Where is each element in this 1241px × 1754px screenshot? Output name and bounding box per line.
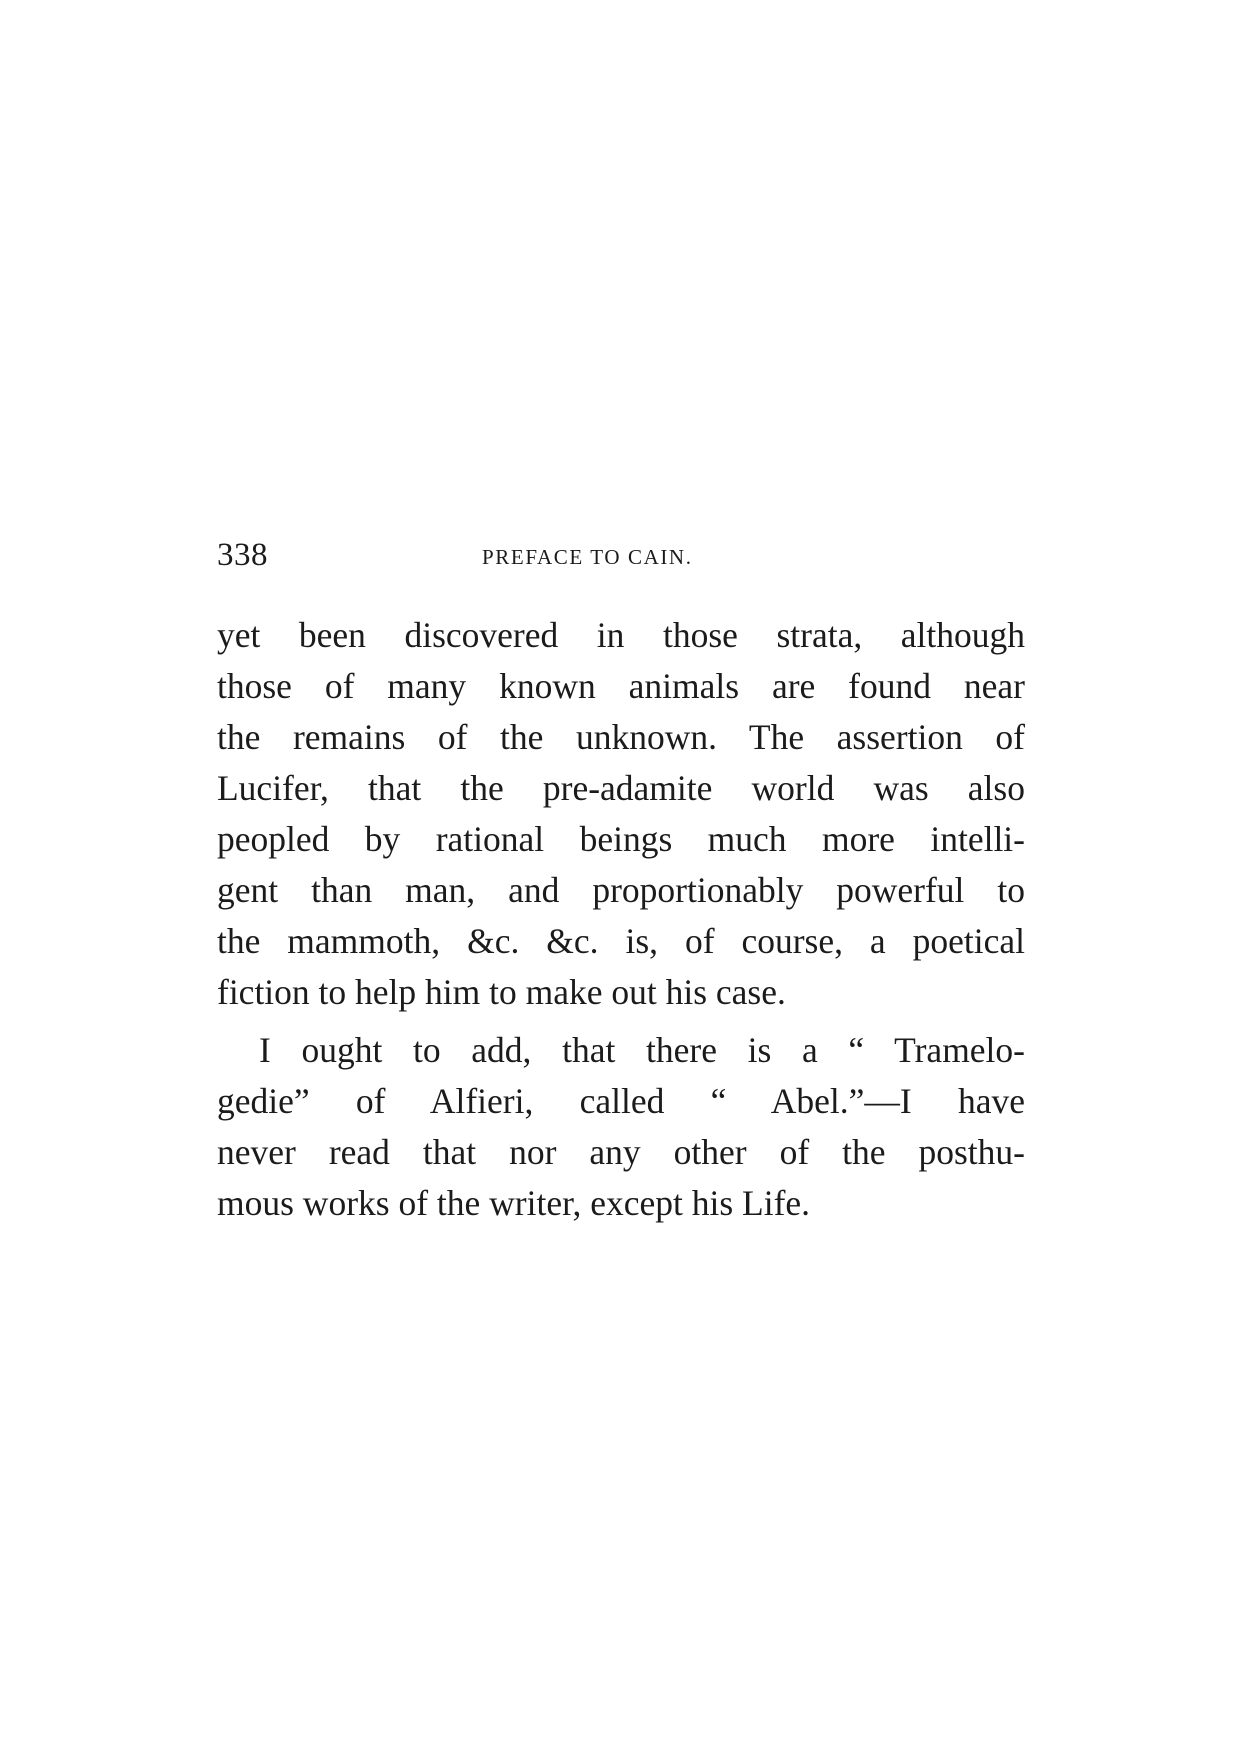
body-text xyxy=(217,610,1025,1229)
paragraph-gap xyxy=(217,1018,1025,1025)
text-line: fiction to help him to make out his case. xyxy=(217,972,786,1012)
running-title: PREFACE TO CAIN. xyxy=(482,545,693,569)
text-line: never read that nor any other of the posthu- xyxy=(217,1132,1025,1172)
page-number: 338 xyxy=(217,537,268,573)
paragraph xyxy=(217,610,1025,1018)
text-line: I ought to add, that there is a “ Tramelo- xyxy=(259,1030,1025,1070)
text-line: mous works of the writer, except his Life. xyxy=(217,1183,811,1223)
text-line: peopled by rational beings much more intelli- xyxy=(217,819,1025,859)
text-line: the mammoth, &c. &c. is, of course, a poetical xyxy=(217,921,1025,961)
text-line: the remains of the unknown. The assertion of xyxy=(217,717,1025,757)
paragraph xyxy=(217,1025,1025,1229)
text-line: gedie” of Alfieri, called “ Abel.”—I have xyxy=(217,1081,1025,1121)
text-line: gent than man, and proportionably powerful to xyxy=(217,870,1025,910)
text-line: yet been discovered in those strata, although xyxy=(217,615,1025,655)
text-line: Lucifer, that the pre-adamite world was also xyxy=(217,768,1025,808)
text-line: those of many known animals are found near xyxy=(217,666,1025,706)
page-header xyxy=(217,535,1025,575)
